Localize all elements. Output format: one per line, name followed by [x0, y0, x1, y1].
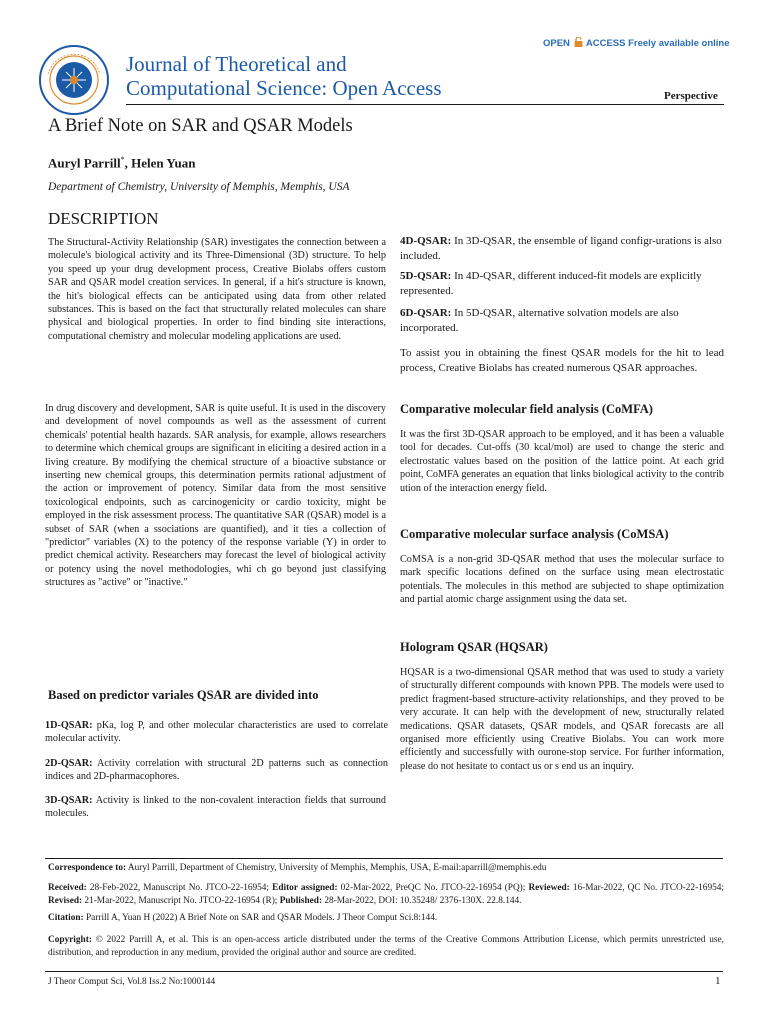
page-number: 1: [715, 975, 721, 987]
article-title: A Brief Note on SAR and QSAR Models: [48, 116, 353, 136]
copyright-label: Copyright:: [48, 935, 92, 945]
comsa-paragraph: CoMSA is a non-grid 3D-QSAR method that uses the molecular surface to mark specific locations defined on the surface using mean electrostatic potentials. The molecules in this method are subjected to shape optimization and partial atomic charge assignment using the data set.: [400, 554, 724, 606]
comsa-heading: Comparative molecular surface analysis (CoMSA): [400, 527, 669, 541]
correspondence-text: Auryl Parrill, Department of Chemistry, University of Memphis, Memphis, USA, E-mail:aparrill@memphis.edu: [126, 863, 547, 873]
qsar-1d-item: [45, 719, 388, 746]
correspondence-label: Correspondence to:: [48, 863, 127, 873]
received-label: Received:: [48, 883, 87, 893]
editor-label: Editor assigned:: [272, 883, 338, 893]
citation-label: Citation:: [48, 913, 84, 923]
qsar-3d-text: Activity is linked to the non-covalent interaction fields that surround molecules.: [45, 795, 386, 820]
bottom-divider: [45, 971, 723, 972]
reviewed-label: Reviewed:: [528, 883, 570, 893]
section-heading: DESCRIPTION: [48, 209, 159, 228]
left-paragraph-1: The Structural-Activity Relationship (SAR) investigates the connection between a molecule's biological activity and its Three-Dimensional (3D) structure. To help you speed up your drug development process, Creative Biolabs offers custom SAR and QSAR model creation services. In general, if a hit's structure is known, the hit's biological effects can be anticipated using data from other related substances. This is based on the fact that structurally related molecules can share physical and biological properties. In order to find binding site interactions, computational chemistry and molecular modeling applications are used.: [48, 237, 386, 342]
received-text: 28-Feb-2022, Manuscript No. JTCO-22-16954;: [86, 883, 273, 893]
revised-text: 21-Mar-2022, Manuscript No. JTCO-22-16954 (R);: [82, 895, 280, 906]
author-list: [48, 155, 196, 171]
reviewed-text: 16-Mar-2022, QC No. JTCO-22-16954;: [569, 883, 724, 893]
citation-note: [48, 912, 724, 925]
editor-text: 02-Mar-2022, PreQC No. JTCO-22-16954 (PQ);: [337, 883, 529, 893]
copyright-text: © 2022 Parrill A, et al. This is an open-access article distributed under the terms of the Creative Commons Attribution License, which permits unrestricted use, distribution, and reproduction in any medium, provided the original author and source are credited.: [48, 935, 724, 958]
right-paragraph-assist: To assist you in obtaining the finest QSAR models for the hit to lead process, Creative Biolabs has created numerous QSAR approaches.: [400, 347, 724, 374]
copyright-note: [48, 934, 724, 959]
qsar-5d-label: 5D-QSAR:: [400, 270, 452, 282]
qsar-6d-item: [400, 306, 724, 336]
qsar-4d-label: 4D-QSAR:: [400, 235, 452, 247]
author-affiliation: Department of Chemistry, University of Memphis, Memphis, USA: [48, 181, 350, 193]
qsar-2d-item: [45, 757, 388, 784]
citation-text: Parrill A, Yuan H (2022) A Brief Note on SAR and QSAR Models. J Theor Comput Sci.8:144.: [83, 913, 438, 923]
open-lock-icon: [574, 37, 583, 47]
qsar-5d-text: In 4D-QSAR, different induced-fit models are explicitly represented.: [400, 270, 702, 297]
qsar-2d-text: Activity correlation with structural 2D patterns such as connection indices and 2D-pharmacophores.: [45, 758, 388, 783]
qsar-1d-text: pKa, log P, and other molecular characteristics are used to correlate molecular activity.: [45, 720, 388, 745]
footer-divider: [45, 858, 723, 859]
header-divider: [126, 104, 724, 105]
qsar-5d-item: [400, 269, 724, 299]
publication-dates: [48, 882, 724, 907]
journal-title-line2: Computational Science: Open Access: [126, 76, 442, 100]
open-access-badge: [543, 37, 729, 49]
qsar-4d-text: In 3D-QSAR, the ensemble of ligand configr-urations is also included.: [400, 235, 722, 262]
qsar-3d-label: 3D-QSAR:: [45, 795, 93, 806]
author-name-2: , Helen Yuan: [124, 155, 196, 171]
corresponding-author-mark: *: [120, 155, 125, 164]
qsar-2d-label: 2D-QSAR:: [45, 758, 93, 769]
published-text: 28-Mar-2022, DOI: 10.35248/ 2376-130X. 22.8.144.: [322, 895, 522, 906]
journal-title-line1: Journal of Theoretical and: [126, 52, 347, 76]
qsar-1d-label: 1D-QSAR:: [45, 720, 93, 731]
qsar-3d-item: [45, 794, 386, 821]
journal-reference: J Theor Comput Sci, Vol.8 Iss.2 No:1000144: [48, 977, 216, 987]
comfa-heading: Comparative molecular field analysis (CoMFA): [400, 402, 653, 416]
revised-label: Revised:: [48, 895, 83, 906]
published-label: Published:: [279, 895, 323, 906]
qsar-4d-item: [400, 234, 724, 264]
qsar-6d-text: In 5D-QSAR, alternative solvation models are also incorporated.: [400, 307, 679, 334]
left-paragraph-2: In drug discovery and development, SAR is quite useful. It is used in the discovery and development of novel compounds as well as the assessment of current chemicals' potential health hazards. SAR analysis, for example, allows researchers to determine which chemical groups are significant in eliciting a desired action in a living creature. By modifying the chemical structure of a bioactive substance or inserting new chemical groups, this determination permits rational adjustment of the action or improvement of potency. Similar data from the most sensitive toxicological endpoints, such as carcinogenicity or cardio toxicity, might be employed in the risk assessment process. The quantitative SAR (QSAR) model is a subset of SAR (when a ssociations are quantified), and it ties a collection of "predictor" variables (X) to the potency of the response variable (Y) in order to predict chemical activity. Researchers may forecast the level of biological activity or potency using the novel methodologies, whi ch go beyond just classifying structures as "active" or "inactive.": [45, 403, 386, 589]
hqsar-heading: Hologram QSAR (HQSAR): [400, 640, 548, 654]
author-name-1: Auryl Parrill: [48, 155, 121, 171]
correspondence-note: [48, 862, 724, 875]
qsar-types-subheading: Based on predictor variales QSAR are divided into: [48, 688, 319, 702]
open-access-open-text: OPEN: [543, 38, 570, 49]
qsar-6d-label: 6D-QSAR:: [400, 307, 452, 319]
journal-title: [126, 52, 546, 100]
comfa-paragraph: It was the first 3D-QSAR approach to be employed, and it has been a valuable tool for decades. Cut-offs (30 kcal/mol) are used to change the steric and electrostatic values based on the position of the lattice point. At each grid point, CoMFA generates an equation that links biological activity to the contrib ution of the interaction energy field.: [400, 429, 724, 494]
journal-logo: [38, 44, 110, 116]
open-access-text: ACCESS Freely available online: [585, 38, 730, 49]
hqsar-paragraph: HQSAR is a two-dimensional QSAR method that was used to study a variety of structurally different compounds with known PPB. The models were used to predict fragment-based structure-activity relationships, and they proved to be very accurate. It can help with the development of new, structurally related medications. QSAR datasets, QSAR models, and QSAR forecasts are all organised more efficiently using Creative Biolabs. You can work more efficiently and successfully with ourone-stop service. For further information, please do not hesitate to contact us or s end us an inquiry.: [400, 667, 724, 772]
article-type-label: Perspective: [664, 90, 718, 102]
